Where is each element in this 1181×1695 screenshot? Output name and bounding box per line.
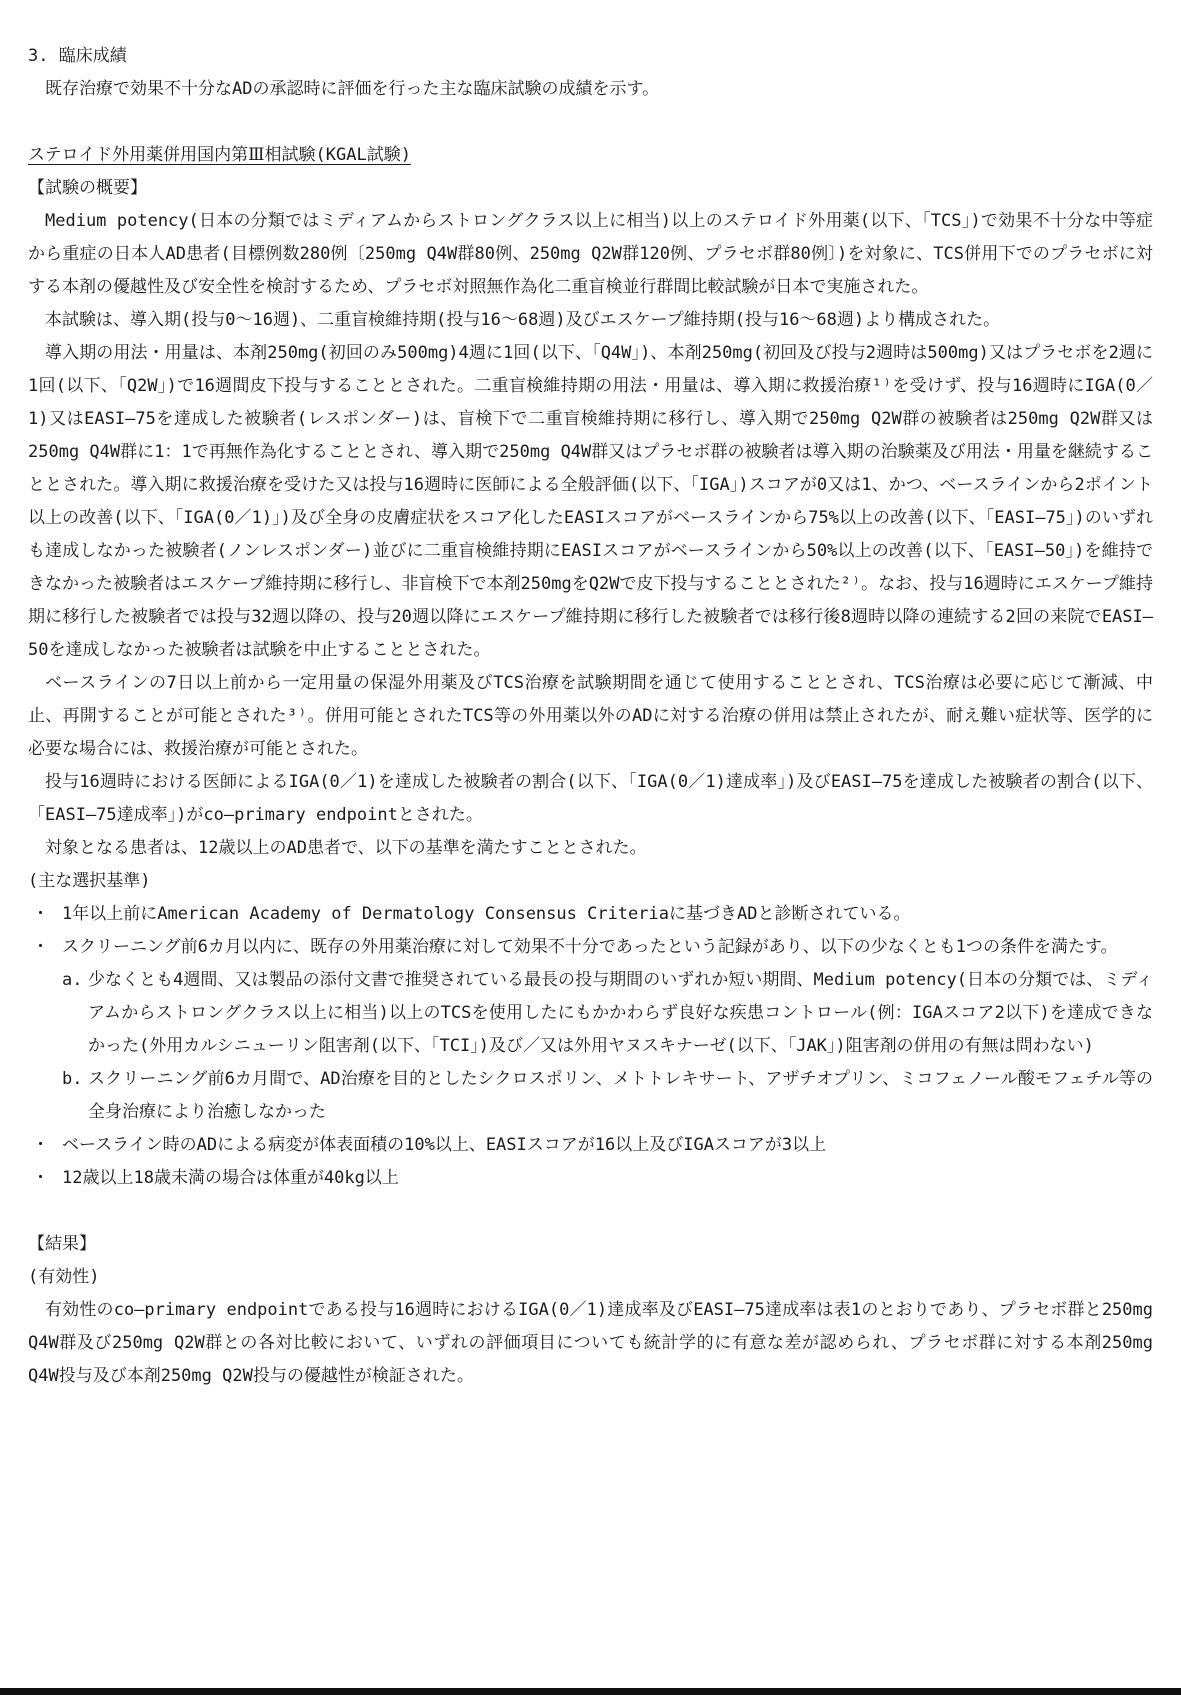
section-heading: 3. 臨床成績 (28, 46, 127, 66)
overview-paragraph-2: 本試験は、導入期(投与0〜16週)、二重盲検維持期(投与16〜68週)及びエスケープ維持期(投与16〜68週)より構成された。 (45, 310, 1001, 330)
overview-paragraph-6: 対象となる患者は、12歳以上のAD患者で、以下の基準を満たすこととされた。 (45, 838, 647, 858)
criteria-item-1 (28, 898, 1153, 931)
efficacy-heading: (有効性) (28, 1267, 100, 1287)
bullet-marker: ・ (32, 904, 49, 924)
overview-paragraph-4: ベースラインの7日以上前から一定用量の保湿外用薬及びTCS治療を試験期間を通じて使用することとされ、TCS治療は必要に応じて漸減、中止、再開することが可能とされた³⁾。併用可能とされたTCS等の外用薬以外のADに対する治療の併用は禁止されたが、耐え難い症状等、医学的に必要な場合には、救援治療が可能とされた。 (28, 673, 1153, 759)
criteria-heading: (主な選択基準) (28, 871, 151, 891)
criteria-item-text: ベースライン時のADによる病変が体表面積の10%以上、EASIスコアが16以上及びIGAスコアが3以上 (62, 1135, 827, 1155)
criteria-item-2 (28, 931, 1153, 964)
criteria-item-text: スクリーニング前6カ月以内に、既存の外用薬治療に対して効果不十分であったという記録があり、以下の少なくとも1つの条件を満たす。 (62, 937, 1118, 957)
overview-paragraph-3: 導入期の用法・用量は、本剤250mg(初回のみ500mg)4週に1回(以下、「Q4W」)、本剤250mg(初回及び投与2週時は500mg)又はプラセボを2週に1回(以下、「Q2W」)で16週間皮下投与することとされた。二重盲検維持期の用法・用量は、導入期に救援治療¹⁾を受けず、投与16週時にIGA(0／1)又はEASI—75を達成した被験者(レスポンダー)は、盲検下で二重盲検維持期に移行し、導入期で250mg Q2W群の被験者は250mg Q2W群又は250mg Q4W群に1：1で再無作為化することとされ、導入期で250mg Q4W群又はプラセボ群の被験者は導入期の治験薬及び用法・用量を継続することとされた。導入期に救援治療を受けた又は投与16週時に医師による全般評価(以下、「IGA」)スコアが0又は1、かつ、ベースラインから2ポイント以上の改善(以下、「IGA(0／1)」)及び全身の皮膚症状をスコア化したEASIスコアがベースラインから75%以上の改善(以下、「EASI—75」)のいずれも達成しなかった被験者(ノンレスポンダー)並びに二重盲検維持期にEASIスコアがベースラインから50%以上の改善(以下、「EASI—50」)を維持できなかった被験者はエスケープ維持期に移行し、非盲検下で本剤250mgをQ2Wで皮下投与することとされた²⁾。なお、投与16週時にエスケープ維持期に移行した被験者では投与32週以降の、投与20週以降にエスケープ維持期に移行した被験者では移行後8週時以降の連続する2回の来院でEASI—50を達成しなかった被験者は試験を中止することとされた。 (28, 343, 1153, 660)
intro-paragraph: 既存治療で効果不十分なADの承認時に評価を行った主な臨床試験の成績を示す。 (45, 79, 660, 99)
criteria-item-text: 1年以上前にAmerican Academy of Dermatology Consensus Criteriaに基づきADと診断されている。 (62, 904, 911, 924)
results-heading: 【結果】 (28, 1234, 96, 1254)
bullet-marker: ・ (32, 937, 49, 957)
blank-line (28, 1195, 1153, 1228)
trial-heading: ステロイド外用薬併用国内第Ⅲ相試験(KGAL試験) (28, 145, 411, 165)
bullet-marker: ・ (32, 1135, 49, 1155)
criteria-subitem-b (62, 1063, 1153, 1129)
blank-line (28, 106, 1153, 139)
criteria-item-3 (28, 1129, 1153, 1162)
overview-paragraph-1: Medium potency(日本の分類ではミディアムからストロングクラス以上に相当)以上のステロイド外用薬(以下、「TCS」)で効果不十分な中等症から重症の日本人AD患者(目標例数280例〔250mg Q4W群80例、250mg Q2W群120例、プラセボ群80例〕)を対象に、TCS併用下でのプラセボに対する本剤の優越性及び安全性を検討するため、プラセボ対照無作為化二重盲検並行群間比較試験が日本で実施された。 (28, 211, 1153, 297)
subitem-marker: a. (62, 970, 83, 990)
overview-paragraph-5: 投与16週時における医師によるIGA(0／1)を達成した被験者の割合(以下、「IGA(0／1)達成率」)及びEASI—75を達成した被験者の割合(以下、「EASI—75達成率」)がco—primary endpointとされた。 (28, 772, 1153, 825)
criteria-item-text: 12歳以上18歳未満の場合は体重が40kg以上 (62, 1168, 399, 1188)
subitem-marker: b. (62, 1069, 83, 1089)
results-paragraph: 有効性のco—primary endpointである投与16週時におけるIGA(0／1)達成率及びEASI—75達成率は表1のとおりであり、プラセボ群と250mg Q4W群及び250mg Q2W群との各対比較において、いずれの評価項目についても統計学的に有意な差が認められ、プラセボ群に対する本剤250mg Q4W投与及び本剤250mg Q2W投与の優越性が検証された。 (28, 1300, 1153, 1386)
criteria-subitem-text: 少なくとも4週間、又は製品の添付文書で推奨されている最長の投与期間のいずれか短い期間、Medium potency(日本の分類では、ミディアムからストロングクラス以上に相当)以上のTCSを使用したにもかかわらず良好な疾患コントロール(例：IGAスコア2以下)を達成できなかった(外用カルシニューリン阻害剤(以下、「TCI」)及び／又は外用ヤヌスキナーゼ(以下、「JAK」)阻害剤の併用の有無は問わない) (88, 970, 1153, 1056)
criteria-subitem-text: スクリーニング前6カ月間で、AD治療を目的としたシクロスポリン、メトトレキサート、アザチオプリン、ミコフェノール酸モフェチル等の全身治療により治癒しなかった (88, 1069, 1153, 1122)
bullet-marker: ・ (32, 1168, 49, 1188)
overview-heading: 【試験の概要】 (28, 178, 147, 198)
bottom-edge-bar (0, 1688, 1181, 1695)
criteria-subitem-a (62, 964, 1153, 1063)
criteria-item-4 (28, 1162, 1153, 1195)
